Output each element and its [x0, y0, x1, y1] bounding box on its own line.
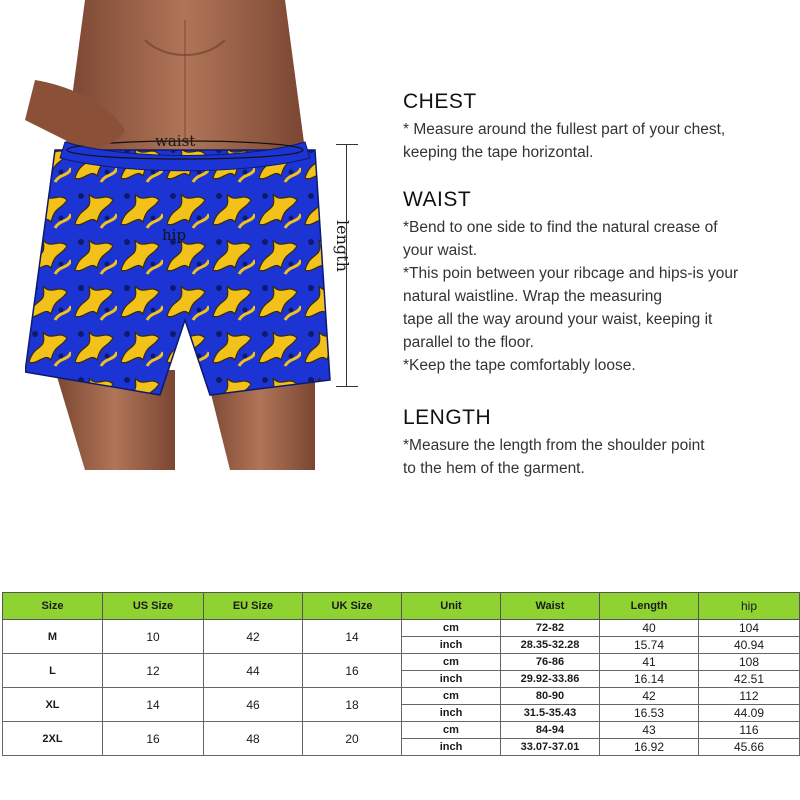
unit-cell: inch	[402, 739, 501, 756]
waist-cell: 28.35-32.28	[501, 637, 600, 654]
hip-cell: 45.66	[699, 739, 800, 756]
waist-instructions	[403, 188, 793, 377]
waist-cell: 29.92-33.86	[501, 671, 600, 688]
table-header-row	[3, 593, 800, 620]
size-cell: L	[3, 654, 103, 688]
length-cell: 15.74	[600, 637, 699, 654]
chest-line: keeping the tape horizontal.	[403, 144, 594, 161]
eu-size-cell: 46	[204, 688, 303, 722]
uk-size-cell: 20	[303, 722, 402, 756]
waist-line: parallel to the floor.	[403, 334, 534, 351]
uk-size-cell: 18	[303, 688, 402, 722]
us-size-cell: 10	[103, 620, 204, 654]
chest-line: * Measure around the fullest part of your chest,	[403, 121, 726, 138]
waist-line: tape all the way around your waist, keeping it	[403, 311, 713, 328]
hip-cell: 44.09	[699, 705, 800, 722]
column-header-us-size: US Size	[103, 593, 204, 620]
column-header-uk-size: UK Size	[303, 593, 402, 620]
waist-cell: 31.5-35.43	[501, 705, 600, 722]
hip-cell: 116	[699, 722, 800, 739]
length-measure-cap-bottom	[336, 386, 358, 387]
waist-line: your waist.	[403, 242, 478, 259]
column-header-size: Size	[3, 593, 103, 620]
unit-cell: inch	[402, 671, 501, 688]
length-cell: 42	[600, 688, 699, 705]
chest-title: CHEST	[403, 90, 477, 113]
length-measure-cap-top	[336, 144, 358, 145]
length-title: LENGTH	[403, 406, 492, 429]
length-cell: 43	[600, 722, 699, 739]
waist-cell: 33.07-37.01	[501, 739, 600, 756]
length-cell: 40	[600, 620, 699, 637]
eu-size-cell: 44	[204, 654, 303, 688]
eu-size-cell: 48	[204, 722, 303, 756]
size-cell: XL	[3, 688, 103, 722]
column-header-eu-size: EU Size	[204, 593, 303, 620]
hip-cell: 108	[699, 654, 800, 671]
unit-cell: cm	[402, 688, 501, 705]
us-size-cell: 14	[103, 688, 204, 722]
unit-cell: inch	[402, 637, 501, 654]
length-line: to the hem of the garment.	[403, 460, 585, 477]
length-line: *Measure the length from the shoulder point	[403, 437, 705, 454]
hip-cell: 104	[699, 620, 800, 637]
unit-cell: cm	[402, 620, 501, 637]
us-size-cell: 12	[103, 654, 204, 688]
unit-cell: inch	[402, 705, 501, 722]
length-cell: 41	[600, 654, 699, 671]
table-row	[3, 620, 800, 637]
length-cell: 16.92	[600, 739, 699, 756]
waist-cell: 72-82	[501, 620, 600, 637]
waist-measure-label: waist	[155, 132, 196, 150]
unit-cell: cm	[402, 722, 501, 739]
table-row	[3, 654, 800, 671]
chest-instructions	[403, 90, 793, 164]
table-row	[3, 688, 800, 705]
hip-measure-label: hip	[162, 226, 187, 244]
column-header-unit: Unit	[402, 593, 501, 620]
waist-line: natural waistline. Wrap the measuring	[403, 288, 663, 305]
us-size-cell: 16	[103, 722, 204, 756]
column-header-length: Length	[600, 593, 699, 620]
waist-cell: 76-86	[501, 654, 600, 671]
waist-line: *Bend to one side to find the natural crease of	[403, 219, 718, 236]
hip-cell: 40.94	[699, 637, 800, 654]
waist-line: *Keep the tape comfortably loose.	[403, 357, 636, 374]
waist-cell: 80-90	[501, 688, 600, 705]
hip-cell: 42.51	[699, 671, 800, 688]
waist-cell: 84-94	[501, 722, 600, 739]
hip-cell: 112	[699, 688, 800, 705]
waist-line: *This poin between your ribcage and hips-is your	[403, 265, 739, 282]
unit-cell: cm	[402, 654, 501, 671]
size-chart-table	[2, 592, 800, 756]
size-cell: 2XL	[3, 722, 103, 756]
uk-size-cell: 14	[303, 620, 402, 654]
uk-size-cell: 16	[303, 654, 402, 688]
waist-title: WAIST	[403, 188, 472, 211]
length-cell: 16.53	[600, 705, 699, 722]
length-measure-label: length	[333, 220, 352, 272]
size-cell: M	[3, 620, 103, 654]
table-row	[3, 722, 800, 739]
eu-size-cell: 42	[204, 620, 303, 654]
length-cell: 16.14	[600, 671, 699, 688]
length-instructions	[403, 406, 793, 480]
column-header-hip: hip	[699, 593, 800, 620]
column-header-waist: Waist	[501, 593, 600, 620]
